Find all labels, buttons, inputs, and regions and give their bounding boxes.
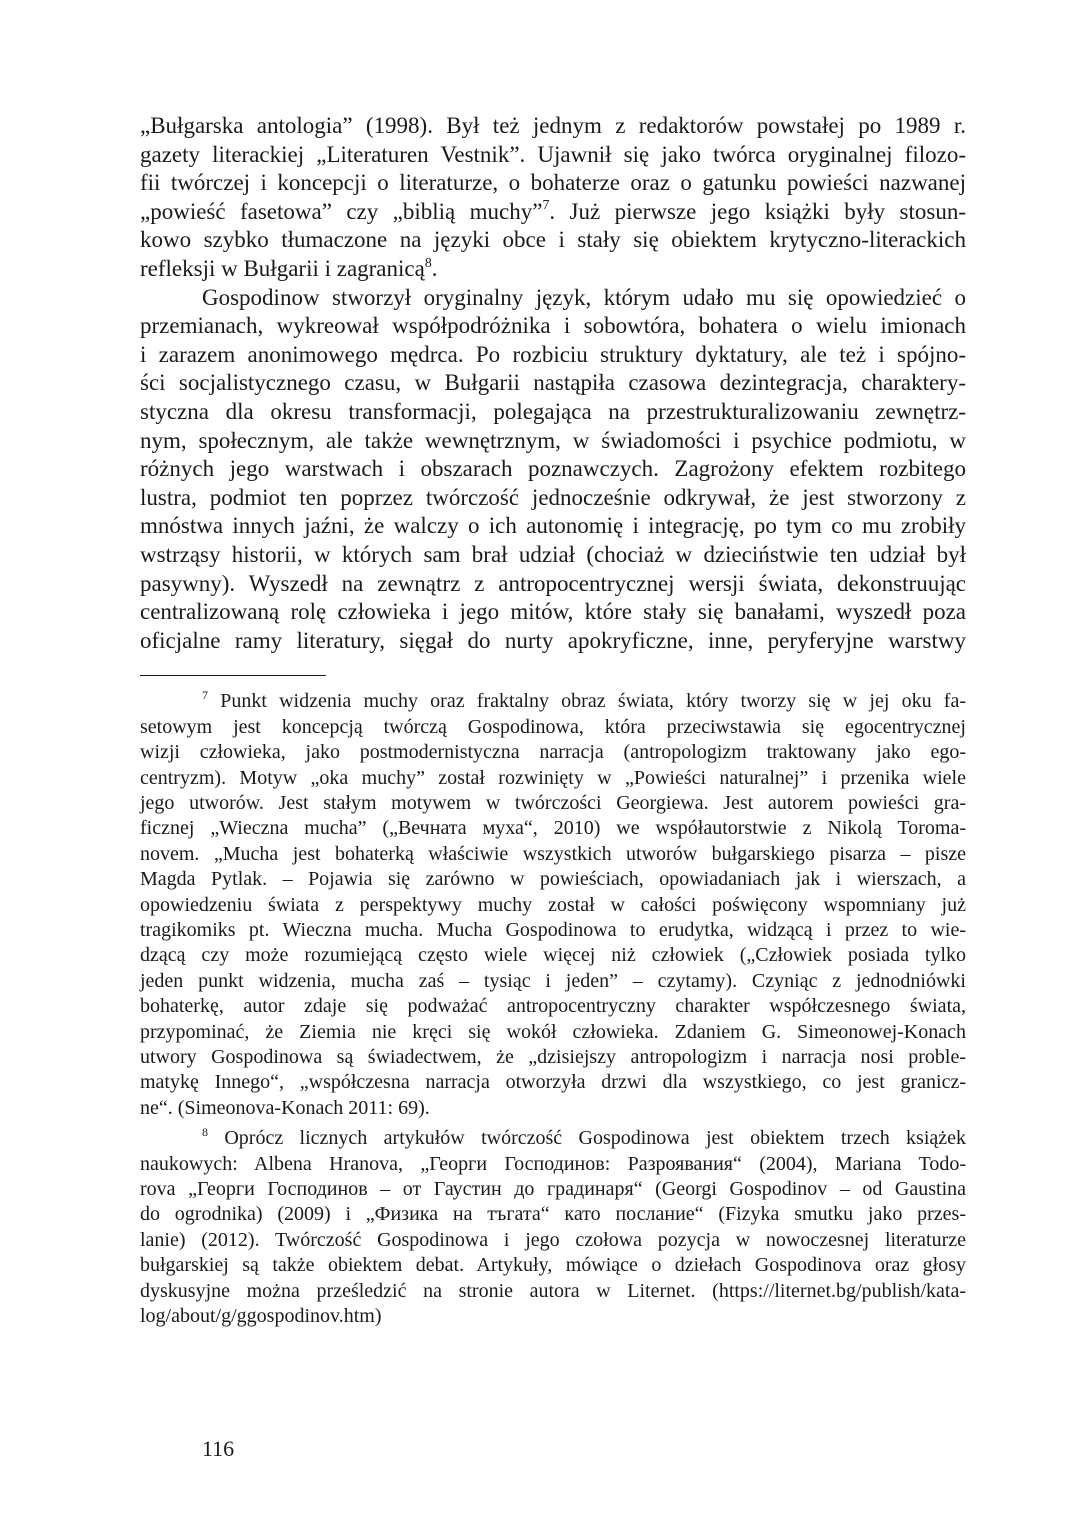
footnote-line: do ogrodnika) (2009) i „Физика на тъгата“ като послание“ (Fizyka smutku jako przes-: [140, 1203, 966, 1226]
footnote-line: tragikomiks pt. Wieczna mucha. Mucha Gospodinowa to erudytka, widzącą i przez to wie-: [140, 918, 966, 941]
body-line: kowo szybko tłumaczone na języki obce i stały się obiektem krytyczno-literackich: [140, 227, 966, 253]
body-line-part: „powieść fasetowa” czy „biblią muchy”: [140, 198, 543, 224]
footnote-line: opowiedzeniu świata z perspektywy muchy został w całości poświęcony wspomniany już: [140, 893, 966, 916]
footnote-separator: [140, 675, 326, 676]
footnote-line: log/about/g/ggospodinov.htm): [140, 1305, 382, 1328]
footnote-line: bułgarskiej są także obiektem debat. Artykuły, mówiące o dziełach Gospodinova oraz głosy: [140, 1254, 966, 1277]
body-line: pasywny). Wyszedł na zewnątrz z antropocentrycznej wersji świata, dekonstruując: [140, 570, 966, 596]
body-line: wstrząsy historii, w których sam brał udział (chociaż w dzieciństwie ten udział był: [140, 541, 966, 567]
body-line: [140, 198, 966, 227]
body-line-part: . Już pierwsze jego książki były stosun-: [549, 198, 967, 224]
footnote-line-text: Oprócz licznych artykułów twórczość Gospodinowa jest obiektem trzech książek: [224, 1127, 967, 1150]
body-line: i zarazem anonimowego mędrca. Po rozbiciu struktury dyktatury, ale też i spójno-: [140, 341, 966, 367]
page-number: 116: [202, 1436, 235, 1461]
footnote-line: novem. „Mucha jest bohaterką właściwie wszystkich utworów bułgarskiego pisarza – pisze: [140, 842, 966, 865]
footnote-line: przypominać, że Ziemia nie kręci się wokół człowieka. Zdaniem G. Simeonowej-Konach: [140, 1020, 966, 1043]
body-line: Gospodinow stworzył oryginalny język, którym udało mu się opowiedzieć o: [202, 284, 966, 310]
footnote-line: dzącą czy może rozumiejącą często wiele więcej niż człowiek („Człowiek posiada tylko: [140, 944, 966, 967]
footnote-marker-8: 8: [202, 1124, 208, 1139]
footnote-8: [140, 1126, 966, 1329]
body-line: mnóstwa innych jaźni, że walczy o ich autonomię i integrację, po tym co mu zrobiły: [140, 513, 966, 539]
body-line-part: .: [431, 255, 438, 281]
footnote-line: matykę Innego“, „współczesna narracja otworzyła drzwi dla wszystkiego, co jest granicz-: [140, 1071, 966, 1094]
footnote-line: setowym jest koncepcją twórczą Gospodinowa, która przeciwstawia się egocentrycznej: [140, 715, 966, 738]
footnote-line: ficznej „Wieczna mucha” („Вечната муха“, 2010) we współautorstwie z Nikolą Toroma-: [140, 817, 966, 840]
body-line: centralizowaną rolę człowieka i jego mitów, które stały się banałami, wyszedł poza: [140, 599, 966, 625]
footnote-7: [140, 689, 966, 1121]
footnote-line: utwory Gospodinowa są świadectwem, że „dzisiejszy antropologizm i narracja nosi proble-: [140, 1045, 966, 1068]
body-line: fii twórczej i koncepcji o literaturze, o bohaterze oraz o gatunku powieści nazwanej: [140, 170, 966, 196]
body-line: [140, 255, 966, 284]
footnote-line: wizji człowieka, jako postmodernistyczna narracja (antropologizm traktowany jako ego-: [140, 741, 966, 764]
footnote-line: jeden punkt widzenia, mucha zaś – tysiąc i jeden” – czytamy). Czyniąc z jednodniówki: [140, 969, 966, 992]
footnote-line: centryzm). Motyw „oka muchy” został rozwinięty w „Powieści naturalnej” i przenika wiele: [140, 766, 966, 789]
footnote-line: naukowych: Albena Hranova, „Георги Господинов: Разроявания“ (2004), Mariana Todo-: [140, 1152, 966, 1175]
main-text: [140, 112, 966, 655]
body-line: przemianach, wykreował współpodróżnika i sobowtóra, bohatera o wielu imionach: [140, 313, 966, 339]
body-line: nym, społecznym, ale także wewnętrznym, w świadomości i psychice podmiotu, w: [140, 427, 966, 453]
body-line: ści socjalistycznego czasu, w Bułgarii nastąpiła czasowa dezintegracja, charaktery-: [140, 370, 966, 396]
footnote-line-text: Punkt widzenia muchy oraz fraktalny obraz świata, który tworzy się w jej oku fa-: [220, 690, 967, 713]
footnotes: [140, 689, 966, 1329]
footnote-line: lanie) (2012). Twórczość Gospodinowa i jego czołowa pozycja w nowoczesnej literaturze: [140, 1228, 966, 1251]
footnote-line: [140, 689, 966, 714]
footnote-ref-8[interactable]: 8: [424, 254, 432, 270]
footnote-line: bohaterkę, autor zdaje się podważać antropocentryczny charakter współczesnego świata,: [140, 995, 966, 1018]
footnote-line: Magda Pytlak. – Pojawia się zarówno w powieściach, opowiadaniach jak i wierszach, a: [140, 868, 966, 891]
footnote-line: dyskusyjne można prześledzić na stronie autora w Liternet. (https://liternet.bg/publish/kata-: [140, 1279, 966, 1302]
page-content: [140, 112, 966, 1329]
body-line: gazety literackiej „Literaturen Vestnik”. Ujawnił się jako twórca oryginalnej filozo-: [140, 141, 966, 167]
footnote-line: [140, 1126, 966, 1151]
body-line: oficjalne ramy literatury, sięgał do nurty apokryficzne, inne, peryferyjne warstwy: [140, 627, 966, 653]
body-line-part: refleksji w Bułgarii i zagranicą: [140, 255, 425, 281]
footnote-line: ne“. (Simeonova-Konach 2011: 69).: [140, 1096, 430, 1119]
footnote-marker-7: 7: [202, 688, 208, 703]
body-line: lustra, podmiot ten poprzez twórczość jednocześnie odkrywał, że jest stworzony z: [140, 484, 966, 510]
body-line: „Bułgarska antologia” (1998). Był też jednym z redaktorów powstałej po 1989 r.: [140, 113, 966, 138]
footnote-line: jego utworów. Jest stałym motywem w twórczości Georgiewa. Jest autorem powieści gra-: [140, 791, 966, 814]
body-line: różnych jego warstwach i obszarach poznawczych. Zagrożony efektem rozbitego: [140, 456, 966, 482]
footnote-line: rova „Георги Господинов – от Гаустин до градинаря“ (Georgi Gospodinov – od Gaustina: [140, 1178, 966, 1200]
footnote-ref-7[interactable]: 7: [542, 197, 550, 213]
body-line: styczna dla okresu transformacji, polegająca na przestrukturalizowaniu zewnętrz-: [140, 398, 966, 424]
